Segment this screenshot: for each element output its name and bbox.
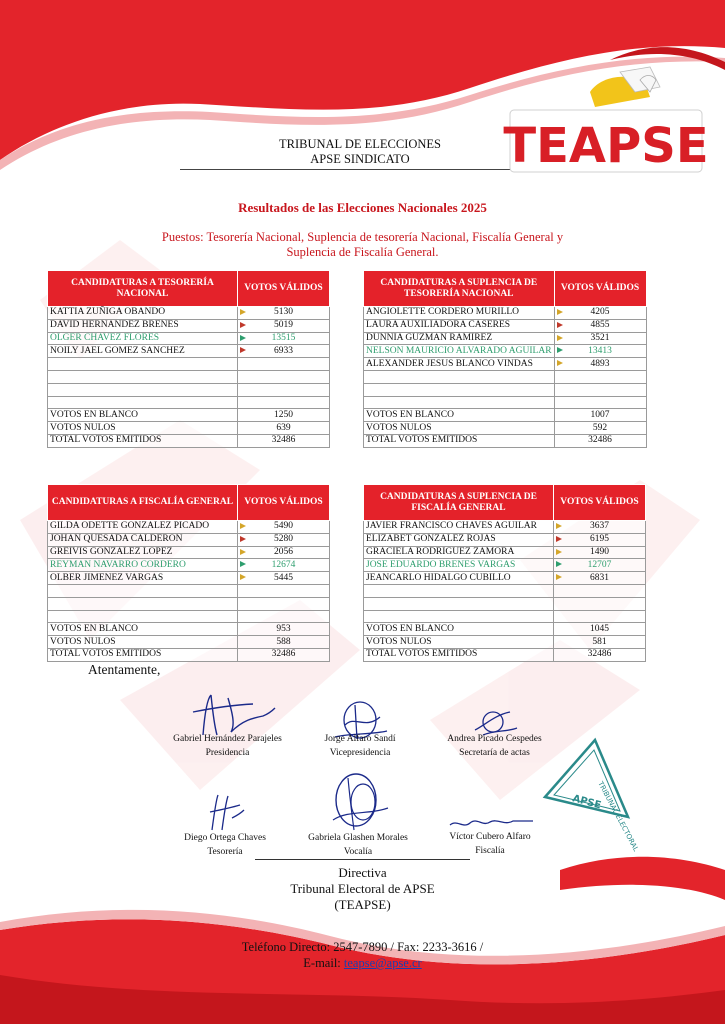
candidate-row [48,559,330,572]
candidate-votes [554,307,646,320]
total-votes-row [364,648,646,661]
candidate-votes [554,332,646,345]
summary-value: 639 [238,422,330,435]
votes-value: 4855 [590,320,610,331]
signer-role: Fiscalía [475,846,505,856]
empty-cell [48,597,238,610]
teapse-logo [500,62,710,182]
empty-cell [48,584,238,597]
signer-role: Tesorería [207,847,243,857]
column-header-candidates: CANDIDATURAS A SUPLENCIA DE TESORERÍA NACIONAL [364,271,555,307]
candidate-name: DAVID HERNANDEZ BRENES [48,319,238,332]
summary-label: TOTAL VOTOS EMITIDOS [364,434,555,447]
candidate-row [364,546,646,559]
candidate-votes [554,546,646,559]
empty-cell [554,396,646,409]
candidate-row [364,572,646,585]
empty-cell [554,597,646,610]
positions-line-2: Suplencia de Fiscalía General. [286,245,439,259]
summary-label: TOTAL VOTOS EMITIDOS [48,434,238,447]
summary-value: 32486 [238,648,330,661]
flag-icon [240,335,246,341]
votes-value: 5019 [274,320,293,331]
empty-cell [554,610,646,623]
empty-cell [238,597,330,610]
tribunal-stamp [540,735,640,853]
flag-icon [556,561,562,567]
candidate-name: JAVIER FRANCISCO CHAVES AGUILAR [364,521,554,534]
total-votes-row [48,434,330,447]
summary-value: 32486 [554,434,646,447]
candidate-votes [238,521,330,534]
votes-value: 4205 [590,307,610,318]
summary-value: 32486 [238,434,330,447]
empty-row [48,610,330,623]
results-title: Resultados de las Elecciones Nacionales 2025 [238,200,487,215]
flag-icon [557,335,563,341]
flag-icon [240,574,246,580]
stamp-text-2: APSE [571,793,603,812]
email-link[interactable]: teapse@apse.cr [343,956,422,970]
candidate-votes [238,533,330,546]
signer-name: Jorge Alfaro Sandí [324,734,396,744]
candidate-row [48,345,330,358]
candidate-votes [554,319,646,332]
handwritten-signature-icon [200,790,250,835]
votes-value: 12674 [271,559,296,570]
candidate-row [364,319,647,332]
summary-label: TOTAL VOTOS EMITIDOS [48,648,238,661]
table-header-row [364,271,647,307]
summary-label: VOTOS NULOS [364,422,555,435]
candidate-row [364,345,647,358]
flag-icon [240,347,246,353]
null-votes-row [48,422,330,435]
flag-icon [556,523,562,529]
logo-text: TEAPSE [503,118,709,174]
votes-value: 6195 [590,534,609,545]
candidate-row [48,572,330,585]
votes-value: 13515 [271,332,296,343]
signature-fiscalia [430,810,550,860]
empty-row [48,383,330,396]
empty-cell [238,396,330,409]
directiva-block [0,865,725,913]
candidate-votes [238,559,330,572]
votes-value: 5130 [274,307,293,318]
candidate-votes [554,533,646,546]
candidate-row [48,521,330,534]
table-header-row [364,485,646,521]
candidate-votes [554,559,646,572]
email-line [0,955,725,971]
empty-row [364,610,646,623]
votes-value: 6831 [590,572,609,583]
candidate-row [48,332,330,345]
candidate-votes [554,572,646,585]
signature-secretaria [432,690,557,765]
votes-value: 1490 [590,546,609,557]
empty-cell [238,584,330,597]
column-header-votes: VOTOS VÁLIDOS [554,485,646,521]
contact-info [0,939,725,971]
votes-value: 5280 [274,534,293,545]
empty-cell [364,383,555,396]
candidate-name: KATTIA ZUÑIGA OBANDO [48,307,238,320]
flag-icon [557,347,563,353]
votes-value: 3637 [590,521,609,532]
summary-label: TOTAL VOTOS EMITIDOS [364,648,554,661]
candidate-row [364,332,647,345]
candidate-row [48,533,330,546]
table-tesoreria-nacional [47,270,330,448]
summary-label: VOTOS EN BLANCO [48,409,238,422]
empty-cell [364,610,554,623]
signer-role: Secretaría de actas [459,748,530,758]
candidate-row [364,533,646,546]
candidate-votes [238,319,330,332]
organization-header [250,137,470,167]
empty-cell [554,383,646,396]
empty-cell [238,610,330,623]
candidate-votes [238,345,330,358]
empty-row [364,383,647,396]
candidate-name: NELSON MAURICIO ALVARADO AGUILAR [364,345,555,358]
candidate-votes [238,332,330,345]
column-header-votes: VOTOS VÁLIDOS [554,271,646,307]
empty-row [48,584,330,597]
positions-description [140,230,585,260]
flag-icon [240,309,246,315]
table-suplencia-tesoreria [363,270,647,448]
candidate-name: GILDA ODETTE GONZALEZ PICADO [48,521,238,534]
votes-value: 2056 [274,546,293,557]
summary-value: 592 [554,422,646,435]
tribunal-acronym: (TEAPSE) [334,897,391,912]
candidate-name: LAURA AUXILIADORA CASERES [364,319,555,332]
summary-label: VOTOS EN BLANCO [48,623,238,636]
empty-cell [238,358,330,371]
summary-value: 581 [554,636,646,649]
signature-tesoreria [170,790,280,860]
empty-cell [554,370,646,383]
candidate-row [364,521,646,534]
signer-role: Presidencia [205,748,250,758]
column-header-candidates: CANDIDATURAS A SUPLENCIA DE FISCALÍA GENERAL [364,485,554,521]
closing-salutation: Atentamente, [88,662,161,677]
candidate-votes [238,572,330,585]
empty-row [48,396,330,409]
candidate-name: OLGER CHAVEZ FLORES [48,332,238,345]
signer-name: Diego Ortega Chaves [184,833,266,843]
summary-label: VOTOS NULOS [48,422,238,435]
empty-row [364,597,646,610]
header-line-1: TRIBUNAL DE ELECCIONES [278,137,442,151]
table-header-row [48,485,330,521]
candidate-row [48,307,330,320]
candidate-row [364,559,646,572]
signature-vocalia [293,770,423,860]
header-divider [180,169,510,170]
empty-cell [48,396,238,409]
empty-cell [48,383,238,396]
votes-value: 5490 [274,521,293,532]
votes-value: 3521 [590,332,610,343]
candidate-name: REYMAN NAVARRO CORDERO [48,559,238,572]
candidate-name: JOHAN QUESADA CALDERON [48,533,238,546]
empty-row [48,358,330,371]
candidate-name: GREIVIS GONZALEZ LOPEZ [48,546,238,559]
summary-value: 32486 [554,648,646,661]
column-header-candidates: CANDIDATURAS A TESORERÍA NACIONAL [48,271,238,307]
candidate-name: JEANCARLO HIDALGO CUBILLO [364,572,554,585]
candidate-votes [238,546,330,559]
table-suplencia-fiscalia [363,484,646,662]
votes-value: 13413 [588,345,612,356]
candidate-name: ANGIOLETTE CORDERO MURILLO [364,307,555,320]
summary-label: VOTOS NULOS [48,636,238,649]
empty-cell [364,597,554,610]
flag-icon [556,574,562,580]
email-label: E-mail: [303,956,344,970]
candidate-name: ELIZABET GONZALEZ ROJAS [364,533,554,546]
column-header-candidates: CANDIDATURAS A FISCALÍA GENERAL [48,485,238,521]
total-votes-row [48,648,330,661]
summary-label: VOTOS EN BLANCO [364,623,554,636]
column-header-votes: VOTOS VÁLIDOS [238,271,330,307]
null-votes-row [364,636,646,649]
candidate-name: ALEXANDER JESUS BLANCO VINDAS [364,358,555,371]
signature-presidencia [160,690,295,765]
phone-fax: Teléfono Directo: 2547-7890 / Fax: 2233-3616 / [241,940,484,954]
column-header-votes: VOTOS VÁLIDOS [238,485,330,521]
candidate-name: DUNNIA GUZMAN RAMIREZ [364,332,555,345]
signer-role: Vocalía [343,847,373,857]
null-votes-row [48,636,330,649]
summary-label: VOTOS EN BLANCO [364,409,555,422]
candidate-votes [554,521,646,534]
candidate-votes [554,358,646,371]
total-votes-row [364,434,647,447]
blank-votes-row [364,409,647,422]
empty-cell [238,370,330,383]
empty-row [48,597,330,610]
directiva-label: Directiva [338,865,387,880]
candidate-name: JOSE EDUARDO BRENES VARGAS [364,559,554,572]
candidate-row [48,546,330,559]
empty-cell [364,396,555,409]
empty-cell [48,610,238,623]
empty-cell [48,370,238,383]
empty-row [364,370,647,383]
blank-votes-row [364,623,646,636]
flag-icon [557,360,563,366]
candidate-name: NOILY JAEL GOMEZ SANCHEZ [48,345,238,358]
flag-icon [240,561,246,567]
candidate-row [364,307,647,320]
blank-votes-row [48,623,330,636]
signer-name: Gabriela Glashen Morales [308,833,408,843]
handwritten-signature-icon [318,770,398,835]
candidate-votes [554,345,646,358]
null-votes-row [364,422,647,435]
blank-votes-row [48,409,330,422]
signer-name: Víctor Cubero Alfaro [449,832,531,842]
stamp-text-1: TRIBUNAL ELECTORAL [596,780,640,853]
signature-vicepresidencia [305,690,415,765]
votes-value: 4893 [590,358,610,369]
header-line-2: APSE SINDICATO [310,152,410,166]
flag-icon [556,549,562,555]
signer-role: Vicepresidencia [329,748,391,758]
empty-cell [238,383,330,396]
candidate-name: GRACIELA RODRIGUEZ ZAMORA [364,546,554,559]
votes-value: 5445 [274,572,293,583]
candidate-row [364,358,647,371]
table-fiscalia-general [47,484,330,662]
summary-label: VOTOS NULOS [364,636,554,649]
flag-icon [240,523,246,529]
flag-icon [556,536,562,542]
flag-icon [557,322,563,328]
flag-icon [240,322,246,328]
flag-icon [240,549,246,555]
votes-value: 12707 [587,559,612,570]
summary-value: 588 [238,636,330,649]
summary-value: 953 [238,623,330,636]
candidate-votes [238,307,330,320]
tribunal-name: Tribunal Electoral de APSE [290,881,435,896]
positions-line-1: Puestos: Tesorería Nacional, Suplencia de tesorería Nacional, Fiscalía General y [161,230,564,244]
empty-row [364,396,647,409]
candidate-row [48,319,330,332]
empty-cell [364,584,554,597]
flag-icon [557,309,563,315]
summary-value: 1045 [554,623,646,636]
empty-cell [48,358,238,371]
summary-value: 1007 [554,409,646,422]
signature-line [255,859,470,860]
empty-row [48,370,330,383]
signer-name: Andrea Picado Cespedes [447,734,542,744]
signer-name: Gabriel Hernández Parajeles [173,734,282,744]
table-header-row [48,271,330,307]
summary-value: 1250 [238,409,330,422]
empty-cell [554,584,646,597]
candidate-name: OLBER JIMENEZ VARGAS [48,572,238,585]
empty-row [364,584,646,597]
flag-icon [240,536,246,542]
votes-value: 6933 [274,345,293,356]
empty-cell [364,370,555,383]
